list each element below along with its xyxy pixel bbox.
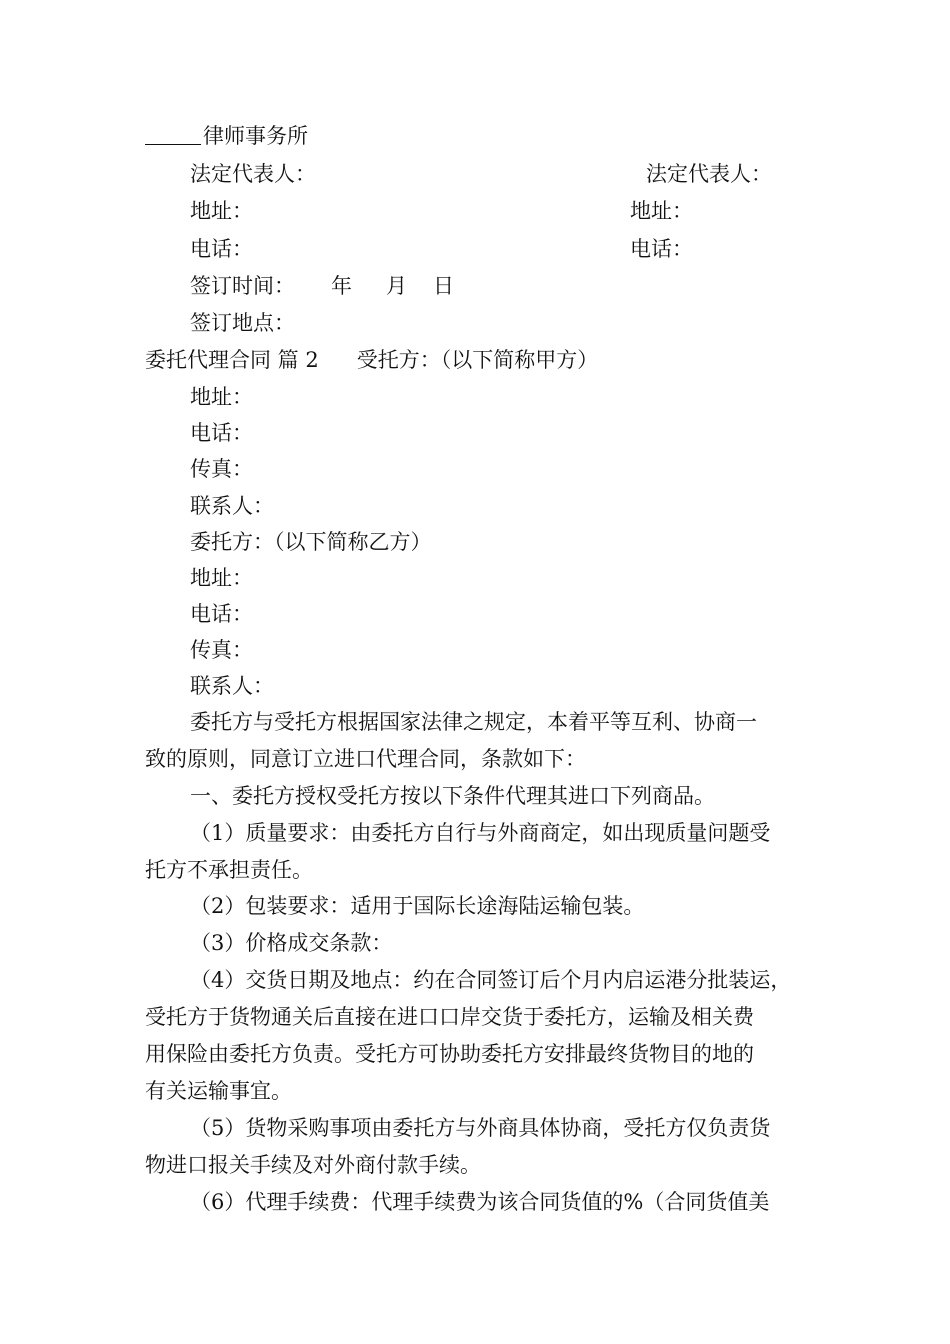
trustee-fax: 传真： <box>190 457 253 481</box>
item-4-line-4: 有关运输事宜。 <box>145 1079 292 1103</box>
clause-1: 一、委托方授权受托方按以下条件代理其进口下列商品。 <box>190 784 715 808</box>
item-6-line-1: （6）代理手续费：代理手续费为该合同货值的%（合同货值美 <box>190 1190 770 1214</box>
item-2-line-1: （2）包装要求：适用于国际长途海陆运输包装。 <box>190 894 645 918</box>
client-label: 委托方：（以下简称乙方） <box>190 530 432 554</box>
sign-place-label: 签订地点： <box>190 311 295 335</box>
trustee-contact: 联系人： <box>190 494 274 518</box>
sign-time-label: 签订时间： <box>190 274 295 298</box>
intro-line-1: 委托方与受托方根据国家法律之规定，本着平等互利、协商一 <box>190 710 757 734</box>
trustee-phone: 电话： <box>190 421 253 445</box>
item-5-line-2: 物进口报关手续及对外商付款手续。 <box>145 1153 481 1177</box>
intro-line-2: 致的原则，同意订立进口代理合同，条款如下： <box>145 747 586 771</box>
year-label: 年 <box>331 274 352 298</box>
contract2-title: 委托代理合同 篇 2 <box>145 348 319 372</box>
firm-suffix: 律师事务所 <box>203 124 308 148</box>
firm-name-blank[interactable] <box>145 122 201 145</box>
left-phone-label: 电话： <box>190 237 253 261</box>
contract2-title-line <box>145 342 598 378</box>
left-address-label: 地址： <box>190 199 253 223</box>
item-1-line-1: （1）质量要求：由委托方自行与外商商定，如出现质量问题受 <box>190 821 771 845</box>
item-4-line-3: 用保险由委托方负责。受托方可协助委托方安排最终货物目的地的 <box>145 1042 754 1066</box>
item-4-line-1: （4）交货日期及地点：约在合同签订后个月内启运港分批装运， <box>190 968 792 992</box>
law-firm-line <box>145 118 308 154</box>
right-phone-label: 电话： <box>630 237 693 261</box>
month-label: 月 <box>386 274 407 298</box>
client-fax: 传真： <box>190 638 253 662</box>
left-rep-label: 法定代表人： <box>190 162 316 186</box>
sign-time-line <box>190 268 454 304</box>
trustee-address: 地址： <box>190 385 253 409</box>
right-address-label: 地址： <box>630 199 693 223</box>
item-1-line-2: 托方不承担责任。 <box>145 858 313 882</box>
item-4-line-2: 受托方于货物通关后直接在进口口岸交货于委托方，运输及相关费 <box>145 1005 754 1029</box>
client-contact: 联系人： <box>190 674 274 698</box>
client-phone: 电话： <box>190 602 253 626</box>
item-3-line-1: （3）价格成交条款： <box>190 931 393 955</box>
day-label: 日 <box>433 274 454 298</box>
right-rep-label: 法定代表人： <box>646 162 772 186</box>
trustee-label: 受托方：（以下简称甲方） <box>356 348 599 372</box>
item-5-line-1: （5）货物采购事项由委托方与外商具体协商，受托方仅负责货 <box>190 1116 771 1140</box>
client-address: 地址： <box>190 566 253 590</box>
